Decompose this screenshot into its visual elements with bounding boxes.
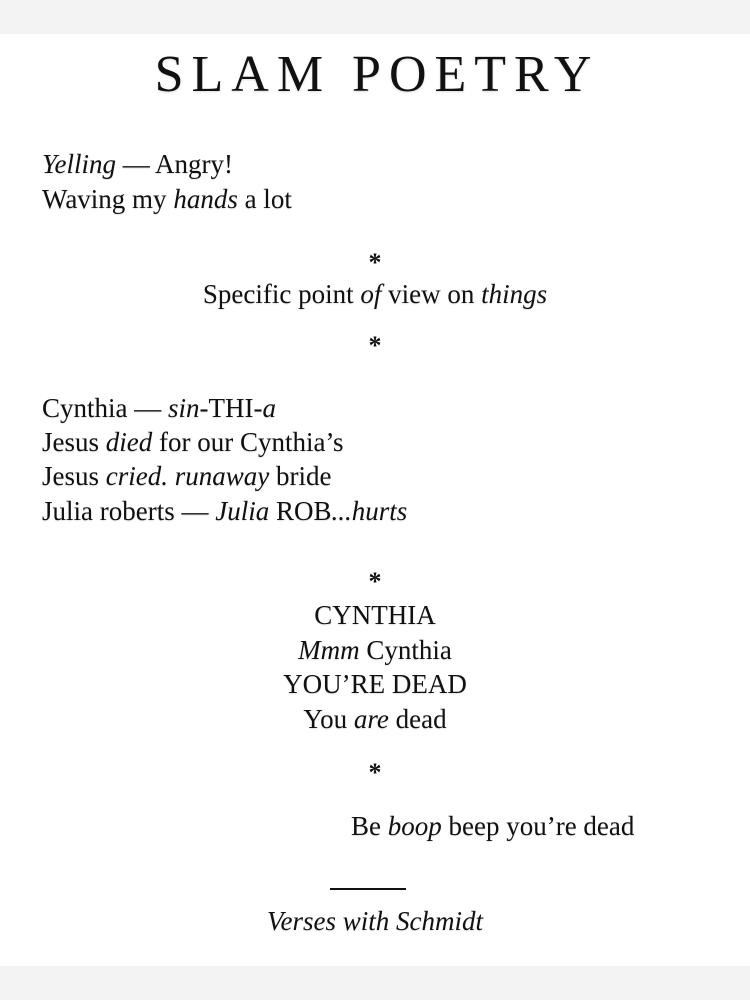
line-italic: of bbox=[360, 279, 382, 309]
line-italic: boop bbox=[387, 811, 442, 841]
line-italic: ...hurts bbox=[331, 496, 408, 526]
stanza1-line2 bbox=[42, 182, 292, 216]
line-italic: cried. runaway bbox=[105, 461, 270, 491]
line-italic: things bbox=[481, 279, 548, 309]
stanza3-line1: CYNTHIA bbox=[314, 600, 436, 630]
closing-line bbox=[351, 809, 634, 843]
line-text: view on bbox=[381, 279, 482, 309]
line-italic: Julia bbox=[215, 496, 270, 526]
stanza3-line2 bbox=[0, 633, 750, 667]
line-italic: are bbox=[353, 704, 389, 734]
line-italic: Yelling bbox=[42, 149, 117, 179]
interlude-line bbox=[0, 277, 750, 311]
asterisk-separator: * bbox=[368, 331, 382, 360]
line-text: Jesus bbox=[42, 461, 106, 491]
line-italic: hands bbox=[173, 184, 238, 214]
stanza2-line1 bbox=[42, 391, 276, 425]
line-text: — Angry! bbox=[116, 149, 234, 179]
line-text: -THI- bbox=[199, 393, 263, 423]
divider-rule bbox=[330, 888, 406, 890]
line-italic: a bbox=[262, 393, 276, 423]
credit-line bbox=[0, 904, 750, 938]
line-text: beep you’re dead bbox=[441, 811, 635, 841]
line-text: Be bbox=[351, 811, 388, 841]
line-text: Waving my bbox=[42, 184, 174, 214]
line-italic: sin bbox=[168, 393, 200, 423]
line-text: dead bbox=[388, 704, 447, 734]
line-text: bride bbox=[269, 461, 332, 491]
line-text: Cynthia bbox=[359, 635, 452, 665]
line-italic: died bbox=[105, 427, 153, 457]
poster bbox=[0, 34, 750, 966]
stanza2-line3 bbox=[42, 459, 331, 493]
line-text: for our Cynthia’s bbox=[152, 427, 344, 457]
stanza2-line4 bbox=[42, 494, 407, 528]
line-text: Jesus bbox=[42, 427, 106, 457]
line-text: a lot bbox=[237, 184, 292, 214]
asterisk-separator: * bbox=[368, 248, 382, 277]
asterisk-separator: * bbox=[368, 567, 382, 596]
credit-text: Verses with Schmidt bbox=[267, 906, 483, 936]
asterisk-separator: * bbox=[368, 758, 382, 787]
line-text: ROB bbox=[269, 496, 332, 526]
stanza1-line1 bbox=[42, 147, 233, 181]
line-text: You bbox=[303, 704, 354, 734]
stanza3-line3: YOU’RE DEAD bbox=[283, 669, 467, 699]
poem-title: SLAM POETRY bbox=[154, 46, 600, 103]
line-text: Cynthia — bbox=[42, 393, 168, 423]
stanza2-line2 bbox=[42, 425, 344, 459]
stanza3-line4 bbox=[0, 702, 750, 736]
line-text: Julia roberts — bbox=[42, 496, 216, 526]
line-italic: Mmm bbox=[298, 635, 360, 665]
line-text: Specific point bbox=[202, 279, 361, 309]
